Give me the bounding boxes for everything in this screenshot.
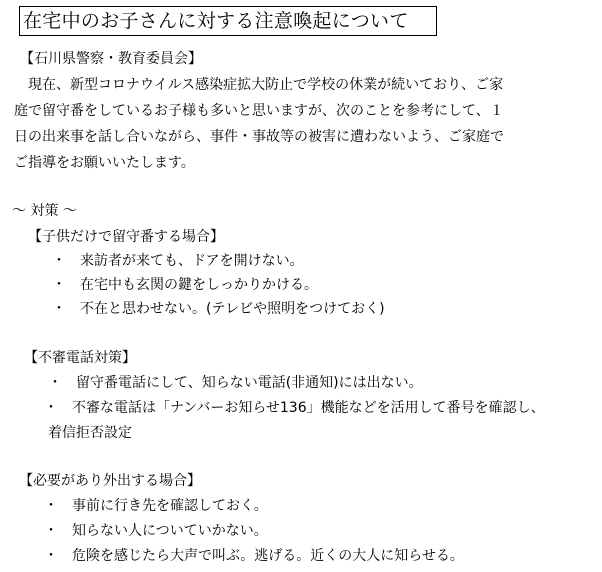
list-item-text: 留守番電話にして、知らない電話(非通知)には出ない。 (76, 375, 423, 391)
list-item-text: 不在と思わせない。(テレビや照明をつけておく) (80, 301, 385, 317)
list-item-continuation: 着信拒否設定 (48, 425, 132, 441)
list-item (48, 372, 423, 394)
bullet-icon: ・ (44, 498, 58, 514)
intro-line: ご指導をお願いいたします。 (14, 155, 195, 171)
intro-line: 庭で留守番をしているお子様も多いと思いますが、次のことを参考にして、１ (14, 103, 504, 119)
list-item-text: 来訪者が来ても、ドアを開けない。 (80, 253, 304, 269)
intro-paragraph (14, 72, 594, 176)
list-item (52, 298, 385, 320)
list-item (52, 274, 318, 296)
list-item-text: 知らない人についていかない。 (72, 523, 268, 539)
list-item (44, 520, 268, 542)
bullet-icon: ・ (52, 253, 66, 269)
list-item (44, 545, 464, 567)
list-item (44, 397, 545, 419)
bullet-icon: ・ (52, 301, 66, 317)
intro-line: 日の出来事を話し合いながら、事件・事故等の被害に遭わないよう、ご家庭で (14, 129, 504, 145)
section-heading-suspicious-calls: 【不審電話対策】 (24, 350, 136, 366)
organization-label: 【石川県警察・教育委員会】 (20, 51, 202, 67)
list-item-text: 危険を感じたら大声で叫ぶ。逃げる。近くの大人に知らせる。 (72, 548, 464, 564)
list-item-text: 不審な電話は「ナンバーお知らせ136」機能などを活用して番号を確認し、 (72, 400, 545, 416)
measures-heading: ～ 対策 ～ (12, 203, 77, 219)
list-item (44, 495, 268, 517)
document-title: 在宅中のお子さんに対する注意喚起について (19, 6, 437, 36)
list-item-text: 在宅中も玄関の鍵をしっかりかける。 (80, 277, 318, 293)
bullet-icon: ・ (44, 523, 58, 539)
bullet-icon: ・ (44, 400, 58, 416)
bullet-icon: ・ (52, 277, 66, 293)
bullet-icon: ・ (48, 375, 62, 391)
section-heading-going-out: 【必要があり外出する場合】 (19, 473, 201, 489)
bullet-icon: ・ (44, 548, 58, 564)
intro-line: 現在、新型コロナウイルス感染症拡大防止で学校の休業が続いており、ご家 (14, 77, 504, 93)
list-item-text: 事前に行き先を確認しておく。 (72, 498, 268, 514)
list-item (52, 250, 304, 272)
section-heading-alone-at-home: 【子供だけで留守番する場合】 (28, 229, 224, 245)
